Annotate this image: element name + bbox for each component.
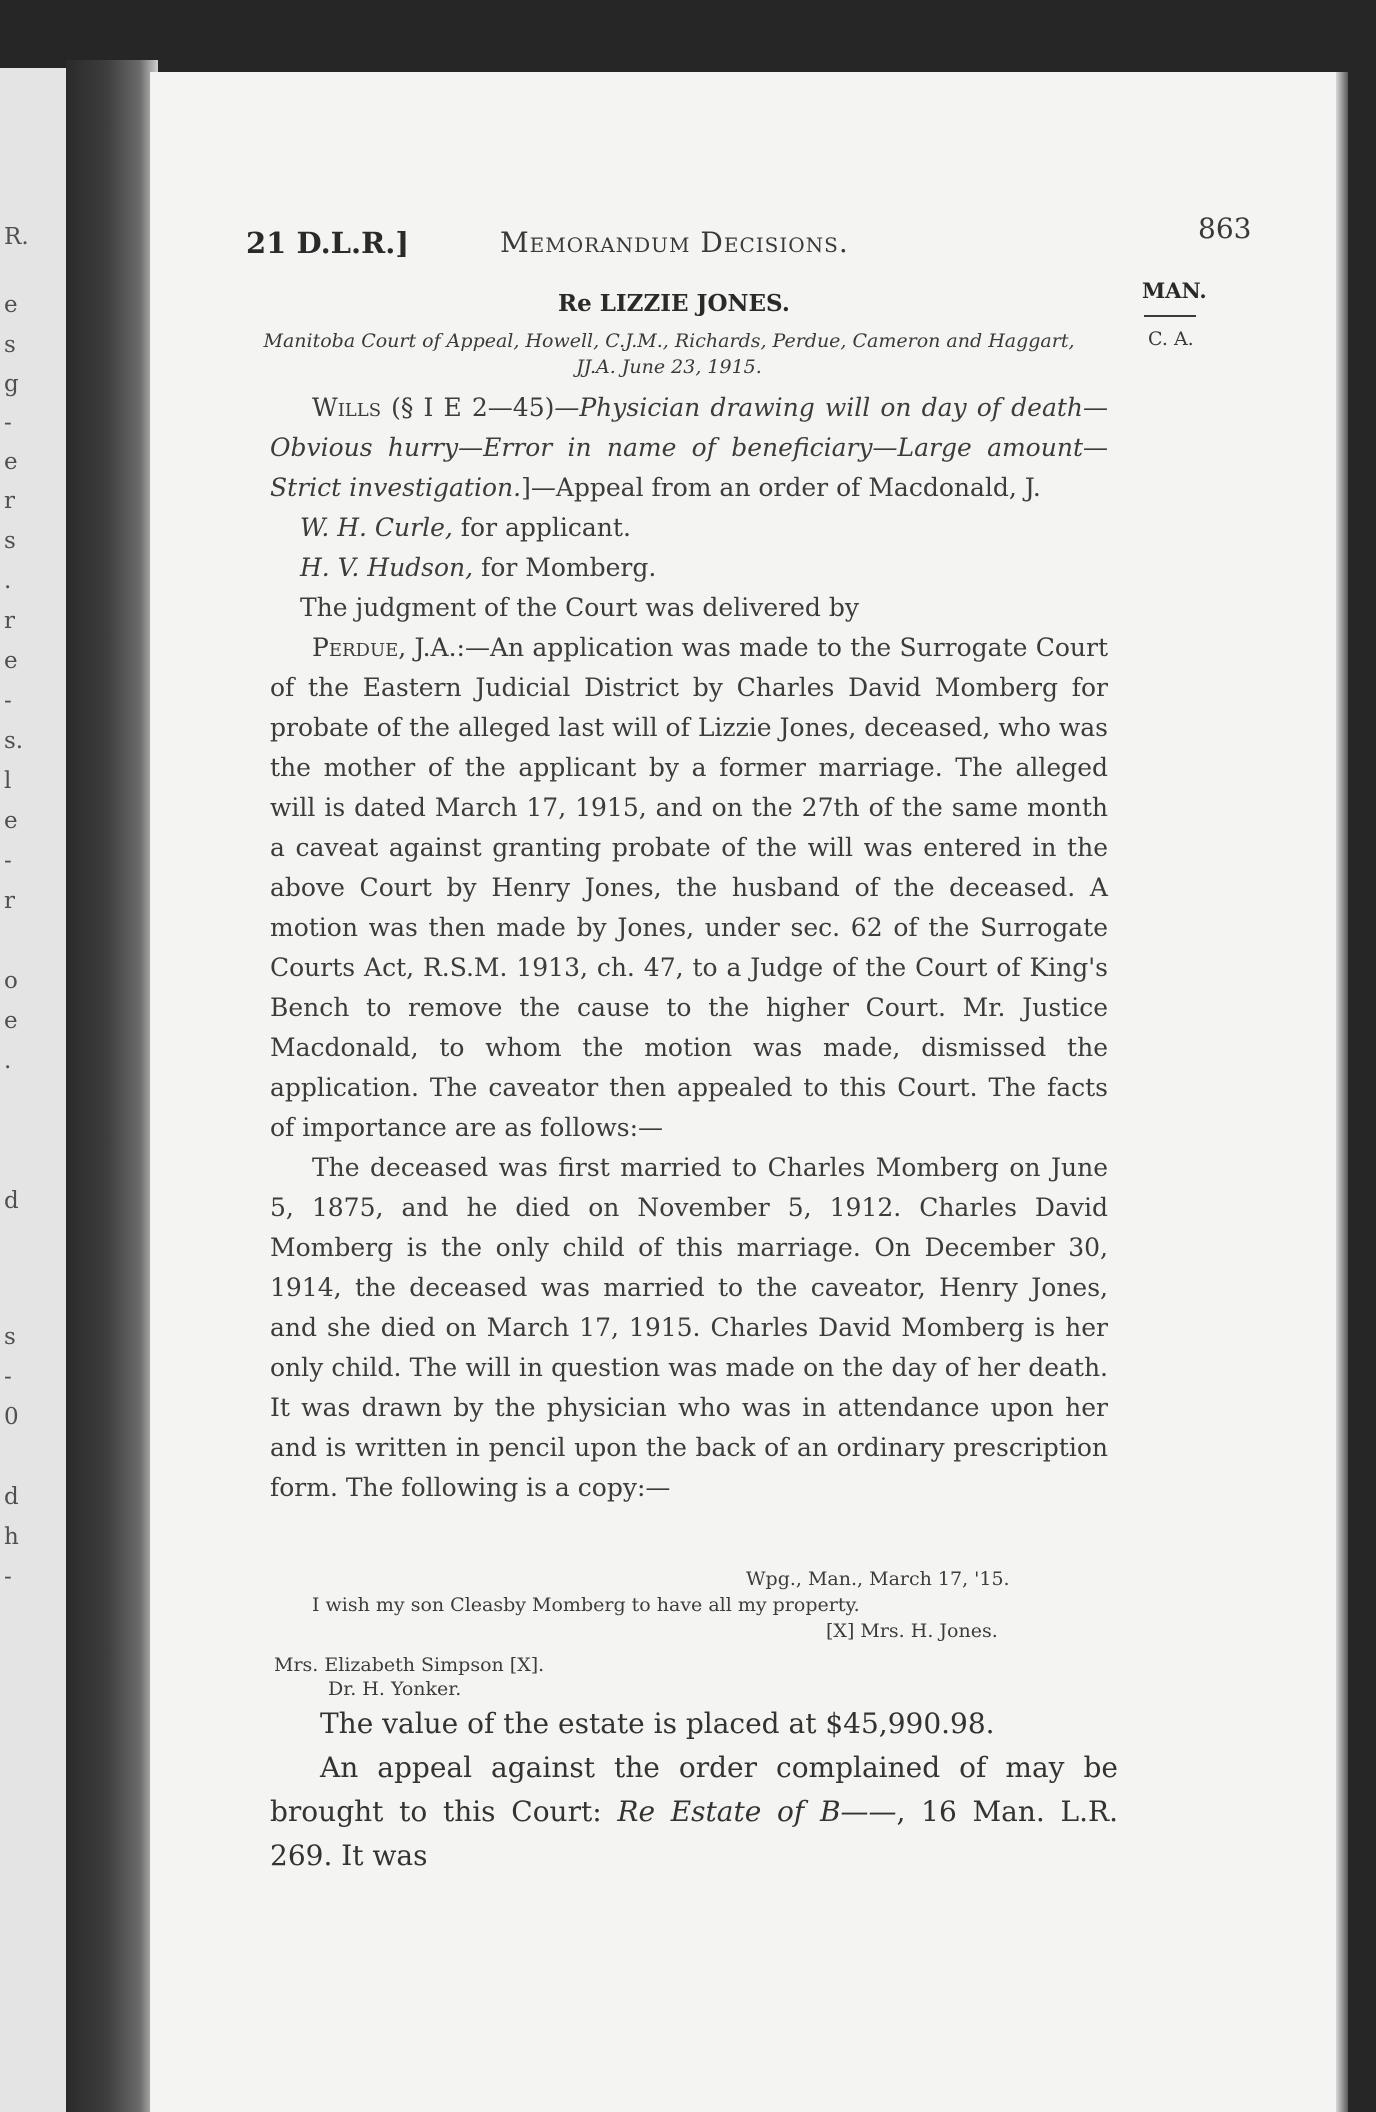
facing-page-fragment: 0: [4, 1404, 19, 1430]
counsel-role: for Momberg.: [481, 553, 657, 582]
margin-court: C. A.: [1148, 328, 1194, 350]
facing-page-fragment: .: [4, 1048, 12, 1074]
margin-province: MAN.: [1142, 278, 1207, 303]
facing-page-fragment: g: [4, 371, 19, 397]
running-head-title: Memorandum Decisions.: [500, 226, 849, 259]
will-signature: [X] Mrs. H. Jones.: [826, 1620, 998, 1642]
facing-page-fragment: d: [4, 1188, 19, 1214]
counsel-line: [300, 508, 1108, 548]
facing-page-fragment: d: [4, 1484, 19, 1510]
headnote-section: (§ I E 2—45): [391, 393, 555, 422]
page-edge-shadow: [1336, 72, 1348, 2112]
facing-page-fragment: r: [4, 488, 15, 514]
case-title: Re LIZZIE JONES.: [558, 290, 790, 317]
tail-text: [270, 1702, 1118, 1878]
paragraph: [270, 628, 1108, 1148]
margin-rule: [1144, 315, 1196, 317]
facing-page-fragment: e: [4, 449, 18, 475]
facing-page-fragment: -: [4, 1364, 12, 1390]
court-line: Manitoba Court of Appeal, Howell, C.J.M., Richards, Perdue, Cameron and Haggart, JJ.A. June 23, 1915.: [263, 330, 1075, 378]
facing-page-fragment: R.: [4, 224, 29, 250]
estate-value: The value of the estate is placed at $45,990.98.: [320, 1707, 995, 1740]
facing-page-fragment: s: [4, 1324, 16, 1350]
judgment-body: [270, 388, 1108, 1508]
facing-page-fragment: e: [4, 808, 18, 834]
page-number: 863: [1198, 212, 1252, 245]
facing-page-fragment: -: [4, 410, 12, 436]
book-gutter: [66, 60, 158, 2112]
headnote-rest: ]—Appeal from an order of Macdonald, J.: [521, 473, 1041, 502]
facing-page-fragment: -: [4, 1564, 12, 1590]
headnote-catchwords: —Physician drawing will on day of death—Obvious hurry—Error in name of beneficiary—Large amount—Strict investigation.: [270, 393, 1108, 502]
paragraph-text: —An application was made to the Surrogate Court of the Eastern Judicial District by Charles David Momberg for probate of the alleged last will of Lizzie Jones, deceased, who was the mother of the applicant by a former marriage. The alleged will is dated March 17, 1915, and on the 27th of the same month a caveat against granting probate of the will was entered in the above Court by Henry Jones, the husband of the deceased. A motion was then made by Jones, under sec. 62 of the Surrogate Courts Act, R.S.M. 1913, ch. 47, to a Judge of the Court of King's Bench to remove the cause to the higher Court. Mr. Justice Macdonald, to whom the motion was made, dismissed the application. The caveator then appealed to this Court. The facts of importance are as follows:—: [270, 633, 1108, 1142]
appeal-text: An appeal against the order complained of may be brought to this Court:: [270, 1751, 1118, 1828]
headnote: [270, 388, 1108, 508]
paragraph: The deceased was first married to Charles Momberg on June 5, 1875, and he died on November 5, 1912. Charles David Momberg is the only child of this marriage. On December 30, 1914, the deceased was married to the caveator, Henry Jones, and she died on March 17, 1915. Charles David Momberg is her only child. The will in question was made on the day of her death. It was drawn by the physician who was in attendance upon her and is written in pencil upon the back of an ordinary prescription form. The following is a copy:—: [270, 1153, 1108, 1502]
facing-page-fragment: -: [4, 688, 12, 714]
running-head-volume: 21 D.L.R.]: [246, 226, 410, 260]
facing-page-edge: [0, 68, 66, 2112]
facing-page-fragment: -: [4, 848, 12, 874]
appeal-paragraph: [270, 1746, 1118, 1878]
counsel-name: H. V. Hudson,: [300, 553, 474, 582]
counsel-line: [300, 548, 1108, 588]
headnote-topic: Wills: [312, 393, 382, 422]
facing-page-fragment: o: [4, 968, 18, 994]
facing-page-fragment: l: [4, 768, 12, 794]
facing-page-fragment: s: [4, 528, 16, 554]
judgment-intro: The judgment of the Court was delivered by: [300, 593, 859, 622]
will-witness: Mrs. Elizabeth Simpson [X].: [274, 1654, 545, 1676]
will-place-date: Wpg., Man., March 17, '15.: [746, 1568, 1010, 1590]
facing-page-fragment: r: [4, 608, 15, 634]
appeal-text-cont: , 16 Man. L.R. 269. It was: [270, 1795, 1118, 1872]
facing-page-fragment: e: [4, 292, 18, 318]
will-body: I wish my son Cleasby Momberg to have all my property.: [312, 1594, 860, 1616]
facing-page-fragment: .: [4, 568, 12, 594]
facing-page-fragment: s.: [4, 728, 24, 754]
counsel-name: W. H. Curle,: [300, 513, 453, 542]
facing-page-fragment: e: [4, 1008, 18, 1034]
appeal-citation: Re Estate of B——: [617, 1795, 897, 1828]
counsel-role: for applicant.: [460, 513, 631, 542]
facing-page-fragment: h: [4, 1524, 19, 1550]
facing-page-fragment: s: [4, 332, 16, 358]
facing-page-fragment: e: [4, 648, 18, 674]
facing-page-fragment: r: [4, 888, 15, 914]
judge-name: Perdue, J.A.:: [312, 633, 465, 662]
will-witness: Dr. H. Yonker.: [328, 1678, 462, 1700]
